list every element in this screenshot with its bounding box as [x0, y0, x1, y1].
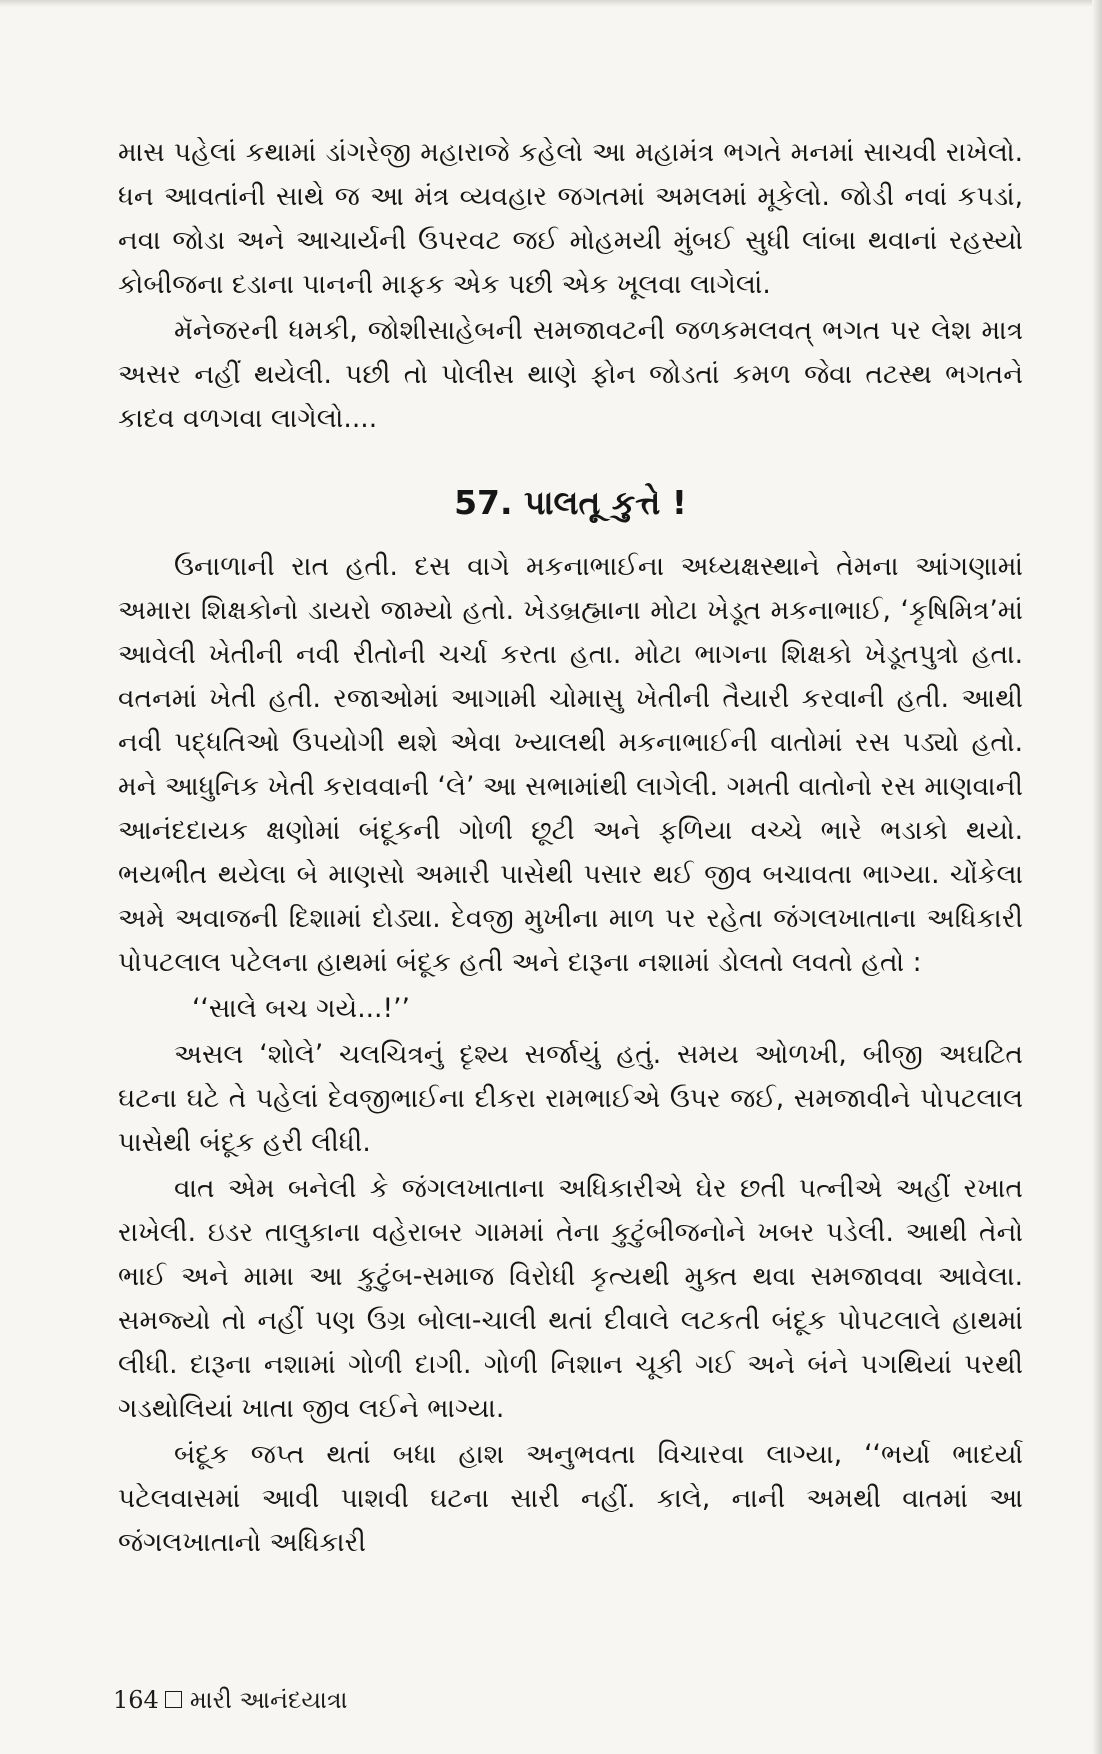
paragraph: મૅનેજરની ધમકી, જોશીસાહેબની સમજાવટની જળકમલવત્ ભગત પર લેશ માત્ર અસર નહીં થયેલી. પછી તો પોલીસ થાણે ફોન જોડતાં કમળ જેવા તટસ્થ ભગતને કાદવ વળગવા લાગેલો.... [118, 315, 1023, 434]
page-footer [113, 1685, 348, 1715]
paragraph: બંદૂક જપ્ત થતાં બધા હાશ અનુભવતા વિચારવા લાગ્યા, ‘‘ભર્યા ભાદર્યા પટેલવાસમાં આવી પાશવી ઘટના સારી નહીં. કાલે, નાની અમથી વાતમાં આ જંગલખાતાનો અધિકારી [118, 1439, 1023, 1558]
page-number: 164 [113, 1686, 159, 1714]
paragraph: અસલ ‘શોલે’ ચલચિત્રનું દૃશ્ય સર્જાયું હતું. સમય ઓળખી, બીજી અઘટિત ઘટના ઘટે તે પહેલાં દેવજીભાઈના દીકરા રામભાઈએ ઉપર જઈ, સમજાવીને પોપટલાલ પાસેથી બંદૂક હરી લીધી. [118, 1039, 1023, 1158]
page-binding-shadow [1092, 0, 1102, 1754]
page-top-shadow [0, 0, 1102, 7]
paragraph-continued: માસ પહેલાં કથામાં ડાંગરેજી મહારાજે કહેલો આ મહામંત્ર ભગતે મનમાં સાચવી રાખેલો. ધન આવતાંની સાથે જ આ મંત્ર વ્યવહાર જગતમાં અમલમાં મૂકેલો. જોડી નવાં કપડાં, નવા જોડા અને આચાર્યની ઉપરવટ જઈ મોહમયી મુંબઈ સુધી લાંબા થવાનાં રહસ્યો કોબીજના દડાના પાનની માફક એક પછી એક ખૂલવા લાગેલાં. [118, 137, 1023, 300]
paragraph: વાત એમ બનેલી કે જંગલખાતાના અધિકારીએ ઘેર છતી પત્નીએ અહીં રખાત રાખેલી. ઇડર તાલુકાના વહેરાબર ગામમાં તેના કુટુંબીજનોને ખબર પડેલી. આથી તેનો ભાઈ અને મામા આ કુટુંબ-સમાજ વિરોધી કૃત્યથી મુક્ત થવા સમજાવવા આવેલા. સમજ્યો તો નહીં પણ ઉગ્ર બોલા-ચાલી થતાં દીવાલે લટકતી બંદૂક પોપટલાલે હાથમાં લીધી. દારૂના નશામાં ગોળી દાગી. ગોળી નિશાન ચૂકી ગઈ અને બંને પગથિયાં પરથી ગડથોલિયાં ખાતા જીવ લઈને ભાગ્યા. [118, 1173, 1023, 1424]
paragraph: ઉનાળાની રાત હતી. દસ વાગે મકનાભાઈના અધ્યક્ષસ્થાને તેમના આંગણામાં અમારા શિક્ષકોનો ડાયરો જામ્યો હતો. ખેડબ્રહ્માના મોટા ખેડૂત મકનાભાઈ, ‘કૃષિમિત્ર’માં આવેલી ખેતીની નવી રીતોની ચર્ચા કરતા હતા. મોટા ભાગના શિક્ષકો ખેડૂતપુત્રો હતા. વતનમાં ખેતી હતી. રજાઓમાં આગામી ચોમાસુ ખેતીની તૈયારી કરવાની હતી. આથી નવી પદ્ધતિઓ ઉપયોગી થશે એવા ખ્યાલથી મકનાભાઈની વાતોમાં રસ પડ્યો હતો. મને આધુનિક ખેતી કરાવવાની ‘લે’ આ સભામાંથી લાગેલી. ગમતી વાતોનો રસ માણવાની આનંદદાયક ક્ષણોમાં બંદૂકની ગોળી છૂટી અને ફળિયા વચ્ચે ભારે ભડાકો થયો. ભયભીત થયેલા બે માણસો અમારી પાસેથી પસાર થઈ જીવ બચાવતા ભાગ્યા. ચોંકેલા અમે અવાજની દિશામાં દોડ્યા. દેવજી મુખીના માળ પર રહેતા જંગલખાતાના અધિકારી પોપટલાલ પટેલના હાથમાં બંદૂક હતી અને દારૂના નશામાં ડોલતો લવતો હતો : [118, 551, 1023, 978]
running-book-title: મારી આનંદયાત્રા [189, 1686, 348, 1714]
page-body [118, 131, 1023, 1567]
quoted-dialogue: ‘‘સાલે બચ ગયે...!’’ [192, 993, 410, 1024]
square-separator-icon [165, 1691, 182, 1708]
section-heading: 57. પાલતૂ કુત્તે ! [454, 483, 687, 522]
